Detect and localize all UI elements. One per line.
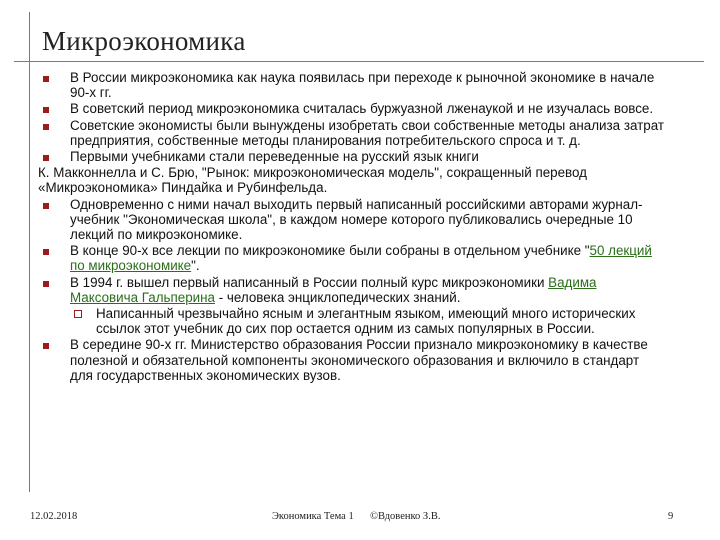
item-text: Одновременно с ними начал выходить первый написанный российскими авторами журнал-учебник "Экономическая школа", в каждом номере которого публиковались очередные 10 лекций по микроэкономике. (70, 196, 643, 243)
page-title: Микроэкономика (42, 26, 246, 56)
footer-copyright: ©Вдовенко З.В. (370, 511, 441, 522)
square-bullet-icon (43, 203, 49, 209)
author-link[interactable]: Вадима Максовича Гальперина (70, 274, 597, 305)
square-bullet-icon (43, 343, 49, 349)
footer-course: Экономика Тема 1 (272, 511, 354, 522)
item-text-before: В 1994 г. вышел первый написанный в России полный курс микроэкономики (70, 274, 549, 290)
list-item (42, 70, 664, 100)
sub-list-item (42, 306, 664, 336)
page-number: 9 (668, 511, 674, 522)
list-item-continuation (38, 165, 664, 195)
item-text: Написанный чрезвычайно ясным и элегантным языком, имеющий много исторических ссылок этот учебник до сих пор остается одним из самых популярных в России. (96, 306, 636, 337)
square-bullet-icon (43, 107, 49, 113)
item-text: В советский период микроэкономика считалась буржуазной лженаукой и не изучалась вовсе. (70, 101, 654, 117)
square-bullet-icon (43, 281, 49, 287)
list-item (42, 149, 664, 164)
item-text: В середине 90-х гг. Министерство образования России признало микроэкономику в качестве полезной и обязательной компоненты экономического образования и включило в стандарт для государственных экономических вузов. (70, 337, 648, 383)
hollow-square-bullet-icon (74, 310, 82, 318)
list-item (42, 337, 664, 383)
square-bullet-icon (43, 76, 49, 82)
vertical-rule (29, 12, 30, 492)
square-bullet-icon (43, 124, 49, 130)
list-item (42, 275, 664, 305)
item-text-before: В конце 90-х все лекции по микроэкономике были собраны в отдельном учебнике " (70, 243, 590, 259)
square-bullet-icon (43, 155, 49, 161)
item-text: К. Макконнелла и С. Брю, "Рынок: микроэкономическая модель", сокращенный перевод «Микроэкономика» Пиндайка и Рубинфельда. (38, 165, 587, 196)
list-item (42, 243, 664, 273)
item-text: В России микроэкономика как наука появилась при переходе к рыночной экономике в начале 90-х гг. (70, 70, 655, 101)
item-text: Советские экономисты были вынуждены изобретать свои собственные методы анализа затрат предприятия, собственные методы планирования потребительского спроса и т. д. (70, 117, 664, 148)
bullet-list (38, 70, 664, 384)
footer-date: 12.02.2018 (30, 511, 78, 522)
list-item (42, 197, 664, 243)
list-item (42, 101, 664, 116)
lectures-link[interactable]: 50 лекций по микроэкономике (70, 243, 652, 274)
list-item (42, 118, 664, 148)
item-text: Первыми учебниками стали переведенные на русский язык книги (70, 149, 479, 165)
item-text-after: - человека энциклопедических знаний. (215, 289, 461, 305)
title-underline (14, 61, 704, 62)
square-bullet-icon (43, 249, 49, 255)
item-text-after: ". (191, 258, 200, 274)
